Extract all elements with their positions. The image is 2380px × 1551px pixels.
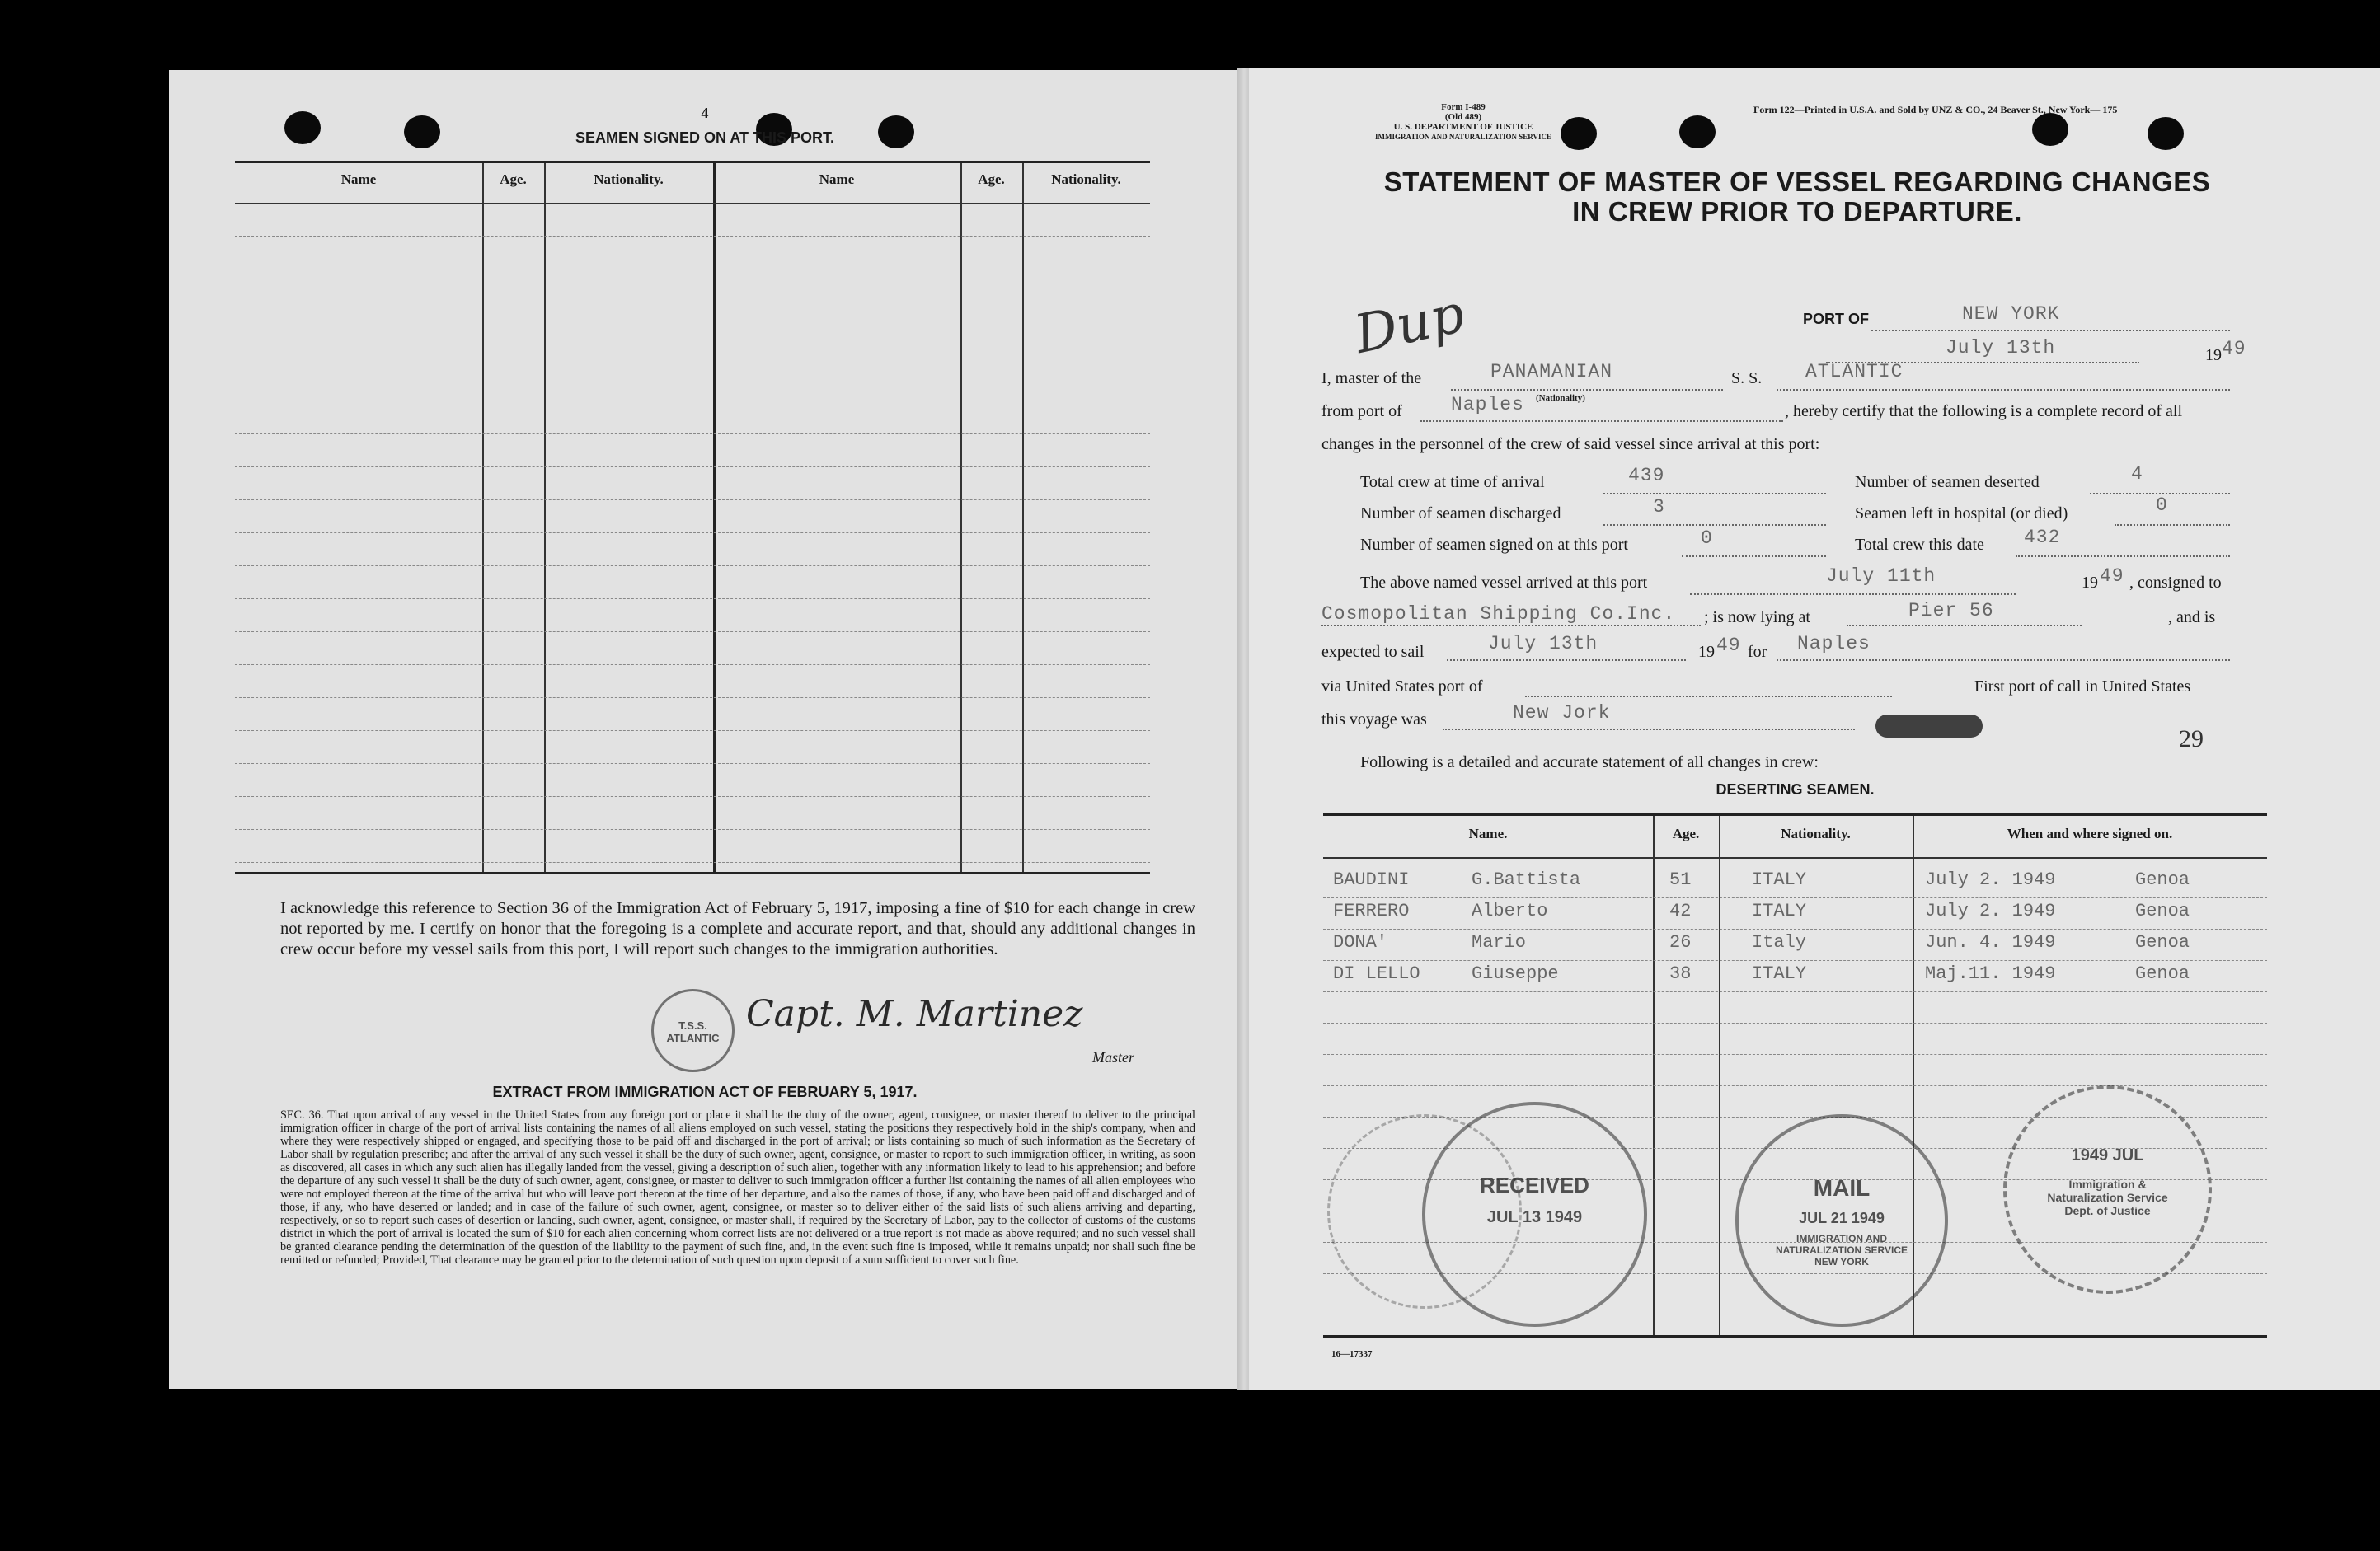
deserter-surname: DI LELLO (1333, 963, 1420, 984)
table-row (235, 730, 1150, 731)
pier-value: Pier 56 (1908, 600, 1994, 621)
table-row (235, 565, 1150, 566)
total-date-label: Total crew this date (1855, 536, 1984, 554)
table-row (1323, 929, 2267, 930)
table-row (235, 829, 1150, 830)
deserter-signed-place: Genoa (2135, 932, 2190, 953)
form-title-line1: STATEMENT OF MASTER OF VESSEL REGARDING CHANGES (1383, 166, 2211, 197)
changes-text: changes in the personnel of the crew of said vessel since arrival at this port: (1321, 435, 1820, 453)
year-prefix: 19 (2082, 574, 2098, 592)
table-row (235, 796, 1150, 797)
discharged-value: 3 (1653, 496, 1665, 518)
punch-hole (1679, 115, 1716, 148)
seamen-signed-on-table (235, 161, 1150, 874)
mail-stamp-date: JUL 21 1949 (1799, 1210, 1885, 1226)
column-header: When and where signed on. (2007, 826, 2173, 841)
deserter-signed-date: Maj.11. 1949 (1925, 963, 2056, 984)
table-row (235, 697, 1150, 698)
deserter-age: 26 (1669, 932, 1692, 953)
handwritten-mark: Dup (1349, 283, 1470, 367)
punch-hole (2032, 113, 2068, 146)
deserter-age: 42 (1669, 901, 1692, 921)
printer-note: Form 122—Printed in U.S.A. and Sold by UNZ & CO., 24 Beaver St., New York— 175 (1753, 104, 2118, 115)
table-row (235, 862, 1150, 863)
column-header: Name (340, 171, 377, 187)
first-port-label: First port of call in United States (1974, 677, 2191, 696)
column-header: Nationality. (1781, 826, 1851, 841)
year-prefix: 19 (1698, 643, 1715, 661)
total-crew-arrival-label: Total crew at time of arrival (1360, 473, 1545, 491)
and-is-label: , and is (2168, 608, 2216, 626)
mail-stamp-title: MAIL (1813, 1175, 1871, 1201)
received-stamp-title: RECEIVED (1480, 1173, 1589, 1197)
via-label: via United States port of (1321, 677, 1483, 696)
table-row (235, 236, 1150, 237)
form-title-line2: IN CREW PRIOR TO DEPARTURE. (1572, 196, 2022, 227)
nationality-label: (Nationality) (1536, 393, 1585, 403)
year-suffix: 49 (1716, 635, 1741, 656)
deserter-surname: DONA' (1333, 932, 1388, 953)
voyage-value: New Jork (1513, 702, 1611, 724)
arrived-label: The above named vessel arrived at this port (1360, 574, 1648, 592)
table-row (1323, 1023, 2267, 1024)
master-signature: Capt. M. Martinez (746, 993, 1083, 1035)
deserter-nationality: ITALY (1752, 869, 1807, 890)
table-row (235, 433, 1150, 434)
deserting-title: DESERTING SEAMEN. (1716, 781, 1875, 798)
deserter-nationality: ITALY (1752, 963, 1807, 984)
deserter-age: 51 (1669, 869, 1692, 890)
faint-stamp (1327, 1114, 1522, 1309)
table-row (235, 466, 1150, 467)
column-header: Nationality. (1051, 171, 1121, 187)
master-of-label: I, master of the (1321, 369, 1422, 387)
consigned-label: , consigned to (2129, 574, 2222, 592)
signed-on-label: Number of seamen signed on at this port (1360, 536, 1628, 554)
table-row (235, 499, 1150, 500)
master-label: Master (1092, 1049, 1134, 1066)
expected-value: July 13th (1488, 633, 1598, 654)
year-suffix: 49 (2100, 565, 2124, 587)
table-row (235, 598, 1150, 599)
column-header: Name (819, 171, 855, 187)
for-value: Naples (1797, 633, 1871, 654)
deserter-given-name: Giuseppe (1472, 963, 1559, 984)
from-port-label: from port of (1321, 402, 1402, 420)
jul-stamp-service: Immigration & Naturalization Service Dept. of Justice (2047, 1178, 2168, 1217)
table-row (235, 532, 1150, 533)
department: U. S. DEPARTMENT OF JUSTICE (1393, 122, 1533, 132)
deserter-signed-date: July 2. 1949 (1925, 869, 2056, 890)
arrived-value: July 11th (1826, 565, 1936, 587)
column-header: Age. (978, 171, 1005, 187)
voyage-label: this voyage was (1321, 710, 1427, 729)
deserter-nationality: Italy (1752, 932, 1807, 953)
deserter-signed-place: Genoa (2135, 869, 2190, 890)
deserter-surname: BAUDINI (1333, 869, 1410, 890)
year-prefix: 19 (2205, 346, 2222, 364)
acknowledgement-text: I acknowledge this reference to Section 36 of the Immigration Act of February 5, 1917, imposing a fine of $10 for each change in crew not reported by me. I certify on honor that the foregoing is a complete and accurate report, and that, should any additional changes in crew occur before my vessel sails from this port, I will report such changes to the immigration authorities. (280, 899, 1195, 958)
expected-label: expected to sail (1321, 643, 1425, 661)
service: IMMIGRATION AND NATURALIZATION SERVICE (1375, 133, 1551, 141)
section-title: SEAMEN SIGNED ON AT THIS PORT. (575, 129, 835, 146)
form-number: Form I-489 (1441, 102, 1486, 112)
page-mark: 29 (2179, 725, 2204, 752)
mail-stamp-service: IMMIGRATION AND NATURALIZATION SERVICE NEW YORK (1775, 1233, 1908, 1268)
extract-title: EXTRACT FROM IMMIGRATION ACT OF FEBRUARY 5, 1917. (492, 1084, 918, 1100)
footer-code: 16—17337 (1331, 1349, 1373, 1359)
deserter-surname: FERRERO (1333, 901, 1410, 921)
right-page (1249, 68, 2380, 1390)
hospital-value: 0 (2156, 494, 2168, 516)
deserter-given-name: Alberto (1472, 901, 1548, 921)
received-stamp-date: JUL 13 1949 (1486, 1208, 1583, 1226)
column-header: Name. (1468, 826, 1508, 841)
for-label: for (1748, 643, 1767, 661)
deserter-signed-place: Genoa (2135, 963, 2190, 984)
total-date-value: 432 (2024, 527, 2061, 548)
deserted-label: Number of seamen deserted (1855, 473, 2040, 491)
deserter-signed-date: July 2. 1949 (1925, 901, 2056, 921)
jul-stamp (2003, 1085, 2212, 1294)
table-row (235, 763, 1150, 764)
table-row (1323, 960, 2267, 961)
vessel-stamp: T.S.S. ATLANTIC (651, 989, 735, 1072)
deserter-nationality: ITALY (1752, 901, 1807, 921)
table-row (1323, 1054, 2267, 1055)
table-row (1323, 991, 2267, 992)
deserter-age: 38 (1669, 963, 1692, 984)
mail-stamp (1735, 1114, 1948, 1327)
column-header: Age. (500, 171, 527, 187)
deserter-given-name: G.Battista (1472, 869, 1581, 890)
nationality-value: PANAMANIAN (1490, 361, 1613, 382)
punch-hole (2148, 117, 2184, 150)
hospital-label: Seamen left in hospital (or died) (1855, 504, 2068, 522)
table-row (235, 664, 1150, 665)
deserted-value: 4 (2131, 463, 2143, 485)
table-row (1323, 1085, 2267, 1086)
total-crew-arrival-value: 439 (1628, 465, 1665, 486)
date-value: July 13th (1946, 337, 2056, 358)
ss-label: S. S. (1731, 369, 1763, 387)
left-page (169, 70, 1241, 1389)
column-header: Age. (1672, 826, 1700, 841)
page-number: 4 (701, 105, 709, 121)
from-port-value: Naples (1451, 394, 1524, 415)
following-text: Following is a detailed and accurate statement of all changes in crew: (1360, 753, 1819, 771)
port-value: NEW YORK (1962, 303, 2060, 325)
signed-on-value: 0 (1701, 527, 1713, 549)
table-row (1323, 897, 2267, 898)
form-header (1356, 102, 1570, 142)
jul-stamp-date: 1949 JUL (2071, 1146, 2144, 1164)
column-header: Nationality. (594, 171, 664, 187)
deserter-signed-date: Jun. 4. 1949 (1925, 932, 2056, 953)
year-suffix: 49 (2222, 338, 2246, 359)
certify-text: , hereby certify that the following is a complete record of all (1785, 402, 2183, 420)
table-row (235, 631, 1150, 632)
deserter-given-name: Mario (1472, 932, 1527, 953)
form-old: (Old 489) (1444, 112, 1482, 122)
discharged-label: Number of seamen discharged (1360, 504, 1561, 522)
redaction-blot (1875, 715, 1983, 738)
deserter-signed-place: Genoa (2135, 901, 2190, 921)
port-label: PORT OF (1803, 311, 1869, 327)
consignee-value: Cosmopolitan Shipping Co.Inc. (1321, 603, 1676, 625)
extract-body: SEC. 36. That upon arrival of any vessel in the United States from any foreign port or place it shall be the duty of the owner, agent, consignee, or master thereof to deliver to the principal immigration officer in charge of the port of arrival lists containing the names of all aliens employed on such vessel, stating the positions they respectively hold in the ship's company, when and where they were respectively shipped or engaged, and specifying those to be paid off and discharged in the port of arrival; or lists containing so much of such information as the Secretary of Labor shall by regulation prescribe; and after the arrival of any such vessel it shall be the duty of such owner, agent, consignee, or master to report to such immigration officer, in writing, as soon as discovered, all cases in which any such alien has illegally landed from the vessel, giving a description of such alien, together with any information likely to lead to his apprehension; and before the departure of any such vessel it shall be the duty of such owner, agent, consignee, or master to deliver to such immigration officer a further list containing the names of all alien employees who were not employed thereon at the time of the arrival but who will leave port thereon at the time of her departure, and also the names of those, if any, who have been paid off and discharged and of those, if any, who have deserted or landed; and in case of the failure of such owner, agent, consignee, or master so to deliver either of the said lists of such aliens arriving and departing, respectively, or so to report such cases of desertion or landing, such owner, agent, consignee, or master shall, if required by the Secretary of Labor, pay to the collector of customs of the customs district in which the port of arrival is located the sum of $10 for each alien concerning whom correct lists are not delivered or a true report is not made as above required; and no such vessel shall be granted clearance pending the determination of the question of the liability to the payment of such fine, and, in the event such fine is imposed, while it remains unpaid; nor shall such fine be remitted or refunded; Provided, That clearance may be granted prior to the determination of such question upon deposit of a sum sufficient to cover such fine. (280, 1108, 1195, 1267)
lying-at-label: ; is now lying at (1704, 608, 1810, 626)
vessel-value: ATLANTIC (1805, 361, 1904, 382)
